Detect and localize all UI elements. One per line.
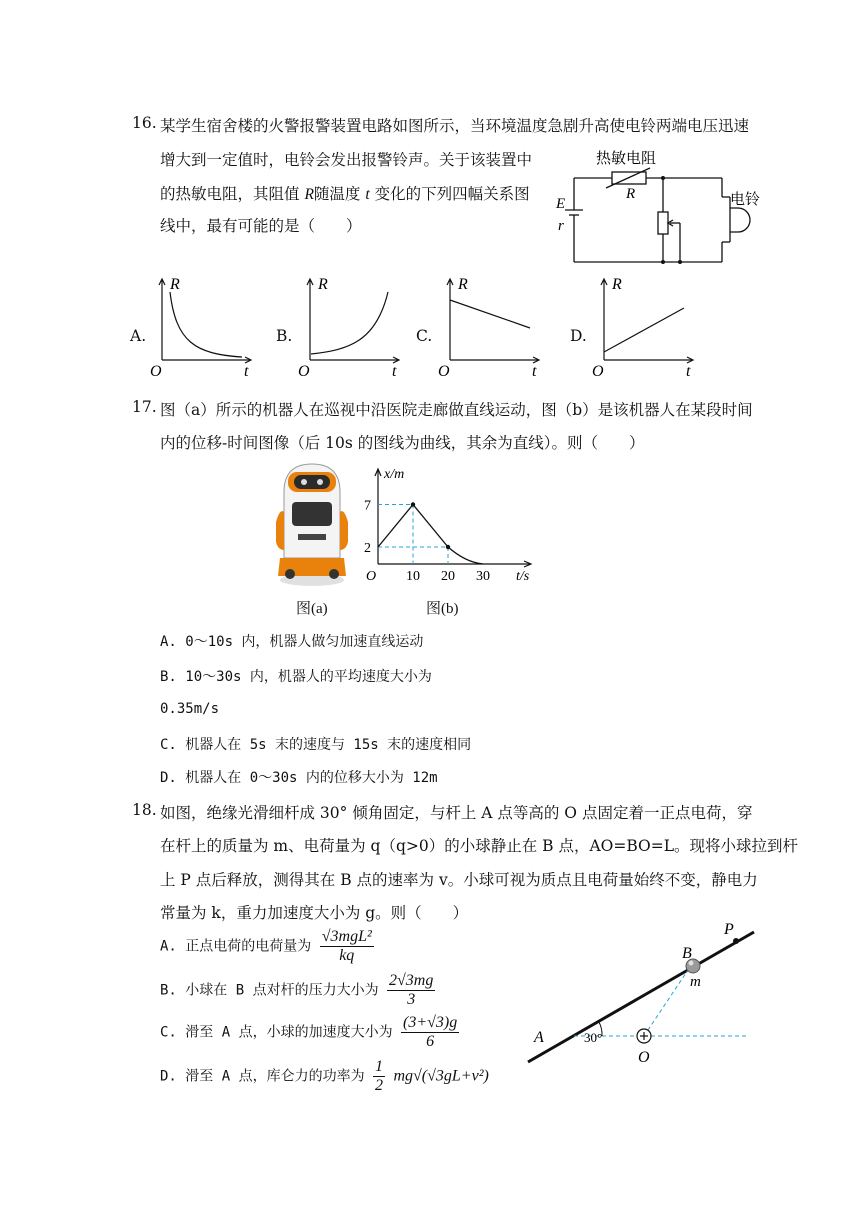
- q18-option-A-num: √3mgL²: [321, 928, 372, 945]
- xt-xlabel: t/s: [516, 569, 530, 584]
- internal-r-label: r: [558, 218, 564, 234]
- bell-label: 电铃: [730, 192, 761, 208]
- graph-D-origin: O: [592, 363, 604, 380]
- xt-ylabel: x/m: [384, 467, 405, 482]
- q17-option-A: A. 0～10s 内，机器人做匀加速直线运动: [160, 634, 424, 650]
- xt-point-20: [446, 545, 450, 549]
- emf-E-label: E: [556, 196, 566, 212]
- xt-ytick-7: 7: [364, 498, 371, 514]
- graph-letter-A: A.: [130, 327, 147, 345]
- graph-A-xlabel: t: [244, 363, 249, 380]
- q18-line1: 如图，绝缘光滑细杆成 30° 倾角固定，与杆上 A 点等高的 O 点固定着一正点电荷，穿: [160, 804, 753, 822]
- label-B: B: [682, 945, 692, 962]
- q16-line3a: 的热敏电阻，其阻值: [160, 185, 305, 203]
- graph-A: [150, 272, 260, 380]
- graph-D-xlabel: t: [686, 363, 691, 380]
- graph-A-origin: O: [150, 363, 162, 380]
- q17-number: 17.: [132, 398, 157, 416]
- q18-option-D-den: 2: [375, 1077, 384, 1094]
- q17-option-D: D. 机器人在 0～30s 内的位移大小为 12m: [160, 770, 438, 786]
- xt-chart: [360, 464, 540, 584]
- q17-option-C: C. 机器人在 5s 末的速度与 15s 末的速度相同: [160, 737, 472, 753]
- q18-option-C-text: C. 滑至 A 点，小球的加速度大小为: [160, 1024, 393, 1041]
- xt-xtick-10: 10: [406, 569, 420, 584]
- graph-A-ylabel: R: [170, 276, 180, 293]
- point-P-dot: [733, 938, 739, 944]
- caption-b: 图(b): [426, 601, 459, 617]
- xt-point-10: [411, 502, 415, 506]
- q18-number: 18.: [132, 801, 157, 819]
- q18-option-C: [160, 1014, 459, 1051]
- thermistor-R-label: R: [626, 186, 636, 202]
- graph-C-origin: O: [438, 363, 450, 380]
- q18-option-A-den: kq: [339, 947, 355, 964]
- q18-option-B: [160, 972, 435, 1009]
- q16-line3: [160, 182, 530, 204]
- q18-option-B-num: 2√3mg: [389, 972, 434, 989]
- xt-origin: O: [366, 569, 377, 584]
- q16-line1: 某学生宿舍楼的火警报警装置电路如图所示，当环境温度急剧升高使电铃两端电压迅速: [160, 117, 750, 135]
- q16-circuit-diagram: [550, 142, 770, 270]
- q16-line4: 线中，最有可能的是（ ）: [160, 217, 362, 235]
- q18-option-A-text: A. 正点电荷的电荷量为: [160, 938, 312, 955]
- graph-B-xlabel: t: [392, 363, 397, 380]
- q16-number: 16.: [132, 114, 157, 132]
- graph-letter-D: D.: [570, 327, 587, 345]
- q18-option-A: [160, 928, 374, 965]
- q18-option-B-den: 3: [407, 991, 416, 1008]
- graph-C-ylabel: R: [458, 276, 468, 293]
- q17-line2: 内的位移-时间图像（后 10s 的图线为曲线，其余为直线）。则（ ）: [160, 434, 645, 452]
- label-m: m: [690, 974, 701, 990]
- q18-option-D-text: D. 滑至 A 点，库仑力的功率为: [160, 1068, 365, 1085]
- label-O: O: [638, 1049, 650, 1066]
- q16-var-t: t: [365, 186, 370, 203]
- q17-option-B-line2: 0.35m/s: [160, 701, 220, 717]
- robot-illustration: [276, 462, 352, 588]
- q17-line1: 图（a）所示的机器人在巡视中沿医院走廊做直线运动，图（b）是该机器人在某段时间: [160, 401, 753, 419]
- xt-xtick-30: 30: [476, 569, 490, 584]
- q18-option-B-fraction: [387, 972, 435, 1009]
- q18-line4: 常量为 k，重力加速度大小为 g。则（ ）: [160, 904, 469, 922]
- xt-series-curve: [448, 547, 483, 564]
- q16-line3b: 随温度: [313, 185, 366, 203]
- q18-option-C-den: 6: [426, 1033, 435, 1050]
- q17-option-B-line1: B. 10～30s 内，机器人的平均速度大小为: [160, 669, 432, 685]
- xt-xtick-20: 20: [441, 569, 455, 584]
- q16-line2: 增大到一定值时，电铃会发出报警铃声。关于该装置中: [160, 151, 533, 169]
- q16-var-R: R: [304, 186, 314, 203]
- graph-C: [438, 272, 548, 380]
- label-A: A: [534, 1029, 544, 1046]
- graph-B-origin: O: [298, 363, 310, 380]
- graph-D-ylabel: R: [612, 276, 622, 293]
- graph-C-xlabel: t: [532, 363, 537, 380]
- xt-ytick-2: 2: [364, 541, 371, 556]
- q18-option-D-tail: mg√(√3gL+v²): [393, 1067, 489, 1085]
- q18-option-D-num: 1: [375, 1058, 384, 1075]
- q18-option-C-fraction: [401, 1014, 459, 1051]
- q18-line2: 在杆上的质量为 m、电荷量为 q（q>0）的小球静止在 B 点，AO=BO=L。现将小球拉到杆: [160, 837, 799, 855]
- graph-D: [592, 272, 702, 380]
- q18-option-D: [160, 1058, 489, 1095]
- graph-letter-C: C.: [416, 327, 433, 345]
- q18-option-D-fraction: [373, 1058, 385, 1095]
- q18-option-C-num: (3+√3)g: [403, 1014, 458, 1031]
- q16-line3c: 变化的下列四幅关系图: [369, 185, 530, 203]
- q18-option-B-text: B. 小球在 B 点对杆的压力大小为: [160, 982, 379, 999]
- label-P: P: [724, 921, 734, 938]
- graph-B-ylabel: R: [318, 276, 328, 293]
- graph-B: [298, 272, 408, 380]
- caption-a: 图(a): [296, 601, 328, 617]
- q18-option-A-fraction: [320, 928, 374, 965]
- q18-incline-figure: [522, 920, 762, 1080]
- q18-line3: 上 P 点后释放，测得其在 B 点的速率为 v。小球可视为质点且电荷量始终不变，静电力: [160, 871, 758, 889]
- graph-letter-B: B.: [276, 327, 293, 345]
- label-angle: 30°: [584, 1030, 603, 1045]
- thermistor-label: 热敏电阻: [596, 151, 657, 167]
